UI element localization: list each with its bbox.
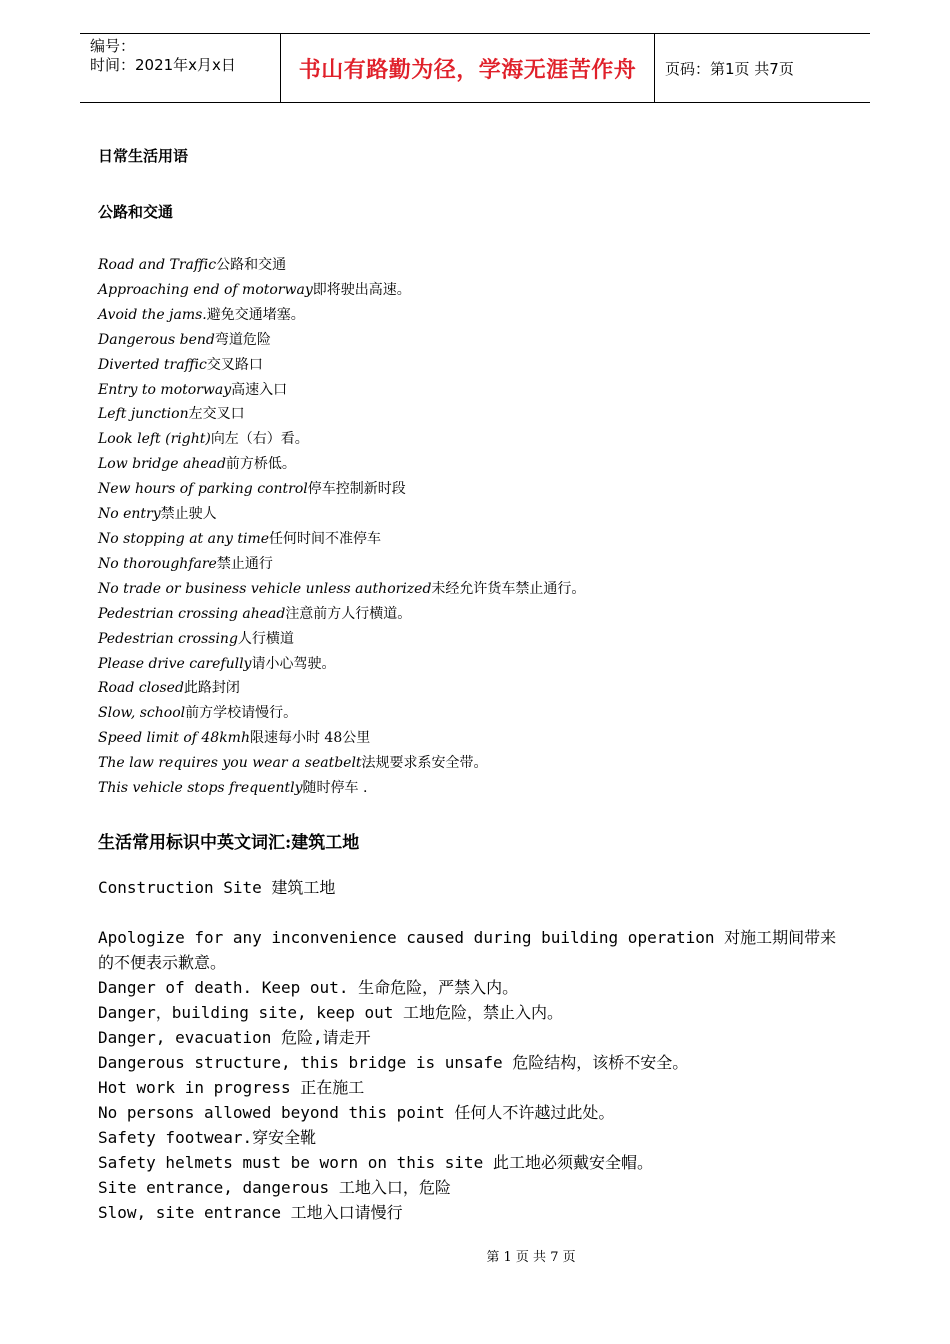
list-item bbox=[98, 726, 848, 751]
phrase-chinese: 请小心驾驶。 bbox=[251, 655, 336, 672]
document-body bbox=[98, 145, 848, 1225]
phrase-english: No trade or business vehicle unless authorized bbox=[98, 580, 432, 597]
list-item bbox=[98, 776, 848, 801]
phrase-chinese: 停车控制新时段 bbox=[307, 481, 406, 498]
phrase-chinese: 交叉路口 bbox=[206, 356, 263, 373]
phrase-english: Left junction bbox=[98, 406, 189, 423]
list-item: Danger，building site, keep out 工地危险，禁止入内。 bbox=[98, 1002, 563, 1022]
list-item: Hot work in progress 正在施工 bbox=[98, 1077, 365, 1097]
list-item bbox=[98, 303, 848, 328]
header-meta bbox=[80, 34, 281, 102]
phrase-chinese: 任何时间不准停车 bbox=[269, 530, 382, 547]
list-item: Apologize for any inconvenience caused during building operation 对施工期间带来的不便表示歉意。 bbox=[98, 927, 837, 972]
phrase-english: Look left (right) bbox=[98, 431, 211, 448]
list-item: Safety helmets must be worn on this site 此工地必须戴安全帽。 bbox=[98, 1152, 653, 1172]
phrase-english: This vehicle stops frequently bbox=[98, 780, 303, 797]
phrase-chinese: 随时停车 . bbox=[302, 780, 368, 797]
list-item bbox=[98, 577, 848, 602]
phrase-chinese: 人行横道 bbox=[237, 630, 294, 647]
phrase-english: No thoroughfare bbox=[98, 555, 217, 572]
phrase-chinese: 此路封闭 bbox=[183, 680, 240, 697]
list-item bbox=[98, 477, 848, 502]
phrase-chinese: 左交叉口 bbox=[188, 406, 245, 423]
list-item bbox=[98, 427, 848, 452]
page-footer: 第 1 页 共 7 页 bbox=[486, 1250, 576, 1265]
phrase-chinese: 弯道危险 bbox=[214, 331, 271, 348]
phrase-chinese: 禁止驶人 bbox=[160, 506, 217, 523]
phrase-english: Avoid the jams. bbox=[98, 306, 207, 323]
header-motto: 书山有路勤为径，学海无涯苦作舟 bbox=[281, 34, 655, 102]
phrase-english: Road and Traffic bbox=[98, 257, 217, 273]
list-item bbox=[98, 676, 848, 701]
list-item bbox=[98, 502, 848, 527]
phrase-english: Low bridge ahead bbox=[98, 456, 226, 473]
list-item bbox=[98, 353, 848, 378]
list-item bbox=[98, 627, 848, 652]
phrase-chinese: 即将驶出高速。 bbox=[312, 281, 411, 298]
list-item bbox=[98, 328, 848, 353]
phrase-english: No entry bbox=[98, 506, 161, 523]
list-item bbox=[98, 552, 848, 577]
section-title-construction-vocab: 生活常用标识中英文词汇:建筑工地 bbox=[98, 832, 360, 853]
section-title-daily: 日常生活用语 bbox=[98, 147, 189, 165]
list-item: Danger, evacuation 危险,请走开 bbox=[98, 1027, 371, 1047]
list-item: Safety footwear.穿安全靴 bbox=[98, 1127, 317, 1147]
phrase-english: No stopping at any time bbox=[98, 530, 270, 547]
phrase-chinese: 高速入口 bbox=[231, 381, 288, 398]
road-traffic-list bbox=[98, 253, 848, 801]
phrase-english: Entry to motorway bbox=[98, 381, 232, 398]
list-item bbox=[98, 602, 848, 627]
section-title-road: 公路和交通 bbox=[98, 203, 174, 221]
list-item bbox=[98, 527, 848, 552]
list-item: Danger of death. Keep out. 生命危险，严禁入内。 bbox=[98, 977, 519, 997]
phrase-english: New hours of parking control bbox=[98, 481, 308, 498]
phrase-english: Road closed bbox=[98, 680, 184, 697]
page-header bbox=[80, 33, 870, 103]
phrase-chinese: 禁止通行 bbox=[216, 555, 273, 572]
list-item bbox=[98, 452, 848, 477]
phrase-chinese: 避免交通堵塞。 bbox=[206, 306, 305, 323]
number-label: 编号： bbox=[90, 37, 136, 55]
phrase-english: Please drive carefully bbox=[98, 655, 252, 672]
list-item bbox=[98, 701, 848, 726]
list-item: Slow, site entrance 工地入口请慢行 bbox=[98, 1202, 403, 1222]
phrase-english: Speed limit of 48kmh bbox=[98, 730, 250, 747]
construction-site-title: Construction Site 建筑工地 bbox=[98, 877, 336, 897]
phrase-chinese: 前方桥低。 bbox=[225, 456, 296, 473]
phrase-chinese: 前方学校请慢行。 bbox=[185, 705, 298, 722]
phrase-chinese: 法规要求系安全带。 bbox=[361, 755, 488, 772]
phrase-chinese: 未经允许货车禁止通行。 bbox=[431, 580, 586, 597]
phrase-english: Diverted traffic bbox=[98, 356, 207, 373]
list-item: Dangerous structure, this bridge is unsafe 危险结构，该桥不安全。 bbox=[98, 1052, 689, 1072]
phrase-chinese: 公路和交通 bbox=[216, 257, 287, 273]
list-item bbox=[98, 402, 848, 427]
list-item: Site entrance, dangerous 工地入口，危险 bbox=[98, 1177, 451, 1197]
phrase-english: The law requires you wear a seatbelt bbox=[98, 755, 362, 772]
phrase-english: Approaching end of motorway bbox=[98, 281, 313, 298]
phrase-chinese: 向左（右）看。 bbox=[210, 431, 309, 448]
list-item bbox=[98, 278, 848, 303]
list-item bbox=[98, 378, 848, 403]
construction-phrase-list bbox=[98, 925, 840, 1225]
list-item bbox=[98, 751, 848, 776]
phrase-english: Slow, school bbox=[98, 705, 186, 722]
list-item: No persons allowed beyond this point 任何人不许越过此处。 bbox=[98, 1102, 615, 1122]
header-page-info: 页码：第1页 共7页 bbox=[665, 59, 794, 78]
phrase-english: Dangerous bend bbox=[98, 331, 215, 348]
phrase-chinese: 限速每小时 48公里 bbox=[249, 730, 371, 747]
time-label: 时间：2021年x月x日 bbox=[90, 56, 236, 74]
phrase-chinese: 注意前方人行横道。 bbox=[285, 605, 412, 622]
list-item bbox=[98, 652, 848, 677]
phrase-english: Pedestrian crossing ahead bbox=[98, 605, 286, 622]
phrase-english: Pedestrian crossing bbox=[98, 630, 238, 647]
list-item bbox=[98, 253, 848, 278]
